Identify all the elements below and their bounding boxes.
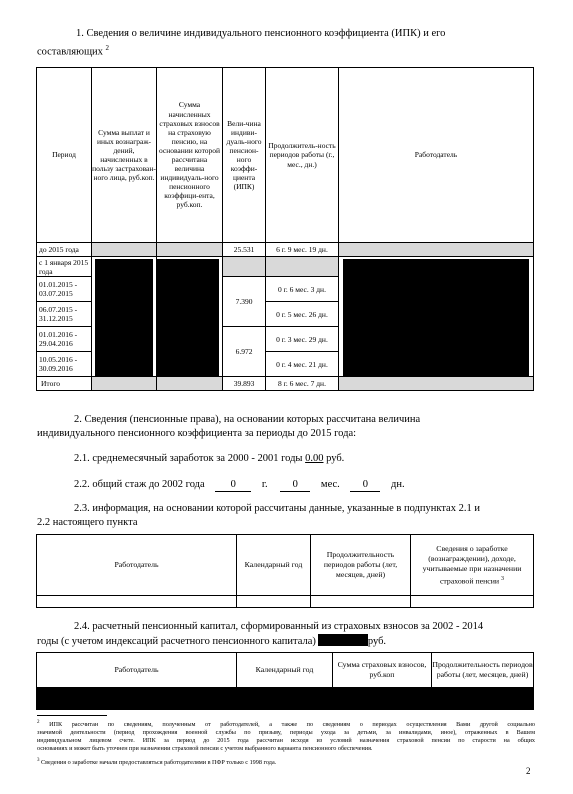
section1-heading-line1: 1. Сведения о величине индивидуального пенсионного коэффициента (ИПК) и его bbox=[76, 28, 446, 39]
item-2-4-line1: 2.4. расчетный пенсионный капитал, сформированный из страховых взносов за 2002 - 2014 bbox=[74, 621, 484, 632]
header-contributions: Сумма начисленных страховых взносов на страховую пенсию, на основании которой рассчитана величина индивидуаль-ного пенсионного коэффици-ента, руб.коп. bbox=[157, 68, 223, 243]
item-2-4 bbox=[37, 620, 535, 649]
footnote-2-sup: 2 bbox=[37, 720, 40, 725]
earnings-table-header-row bbox=[37, 535, 534, 596]
contributions-cell-grey bbox=[157, 243, 223, 257]
ipk-before-2015: 25.531 bbox=[223, 243, 266, 257]
period-before-2015: до 2015 года bbox=[37, 243, 92, 257]
capital-header-duration: Продолжительность периодов работы (лет, месяцев, дней) bbox=[432, 653, 534, 688]
earnings-table bbox=[36, 534, 534, 608]
redaction-block bbox=[432, 688, 534, 710]
duration-2: 0 г. 5 мес. 26 дн. bbox=[266, 302, 339, 327]
contributions-redacted-cell bbox=[157, 257, 223, 377]
ipk-2015: 7.390 bbox=[223, 277, 266, 327]
section2-heading-line2: индивидуального пенсионного коэффициента за периоды до 2015 года: bbox=[37, 428, 357, 439]
footnote-3-text: Сведения о заработке начали предоставляться работодателями в ПФР только с 1998 года. bbox=[41, 759, 277, 767]
redaction-block bbox=[95, 259, 153, 376]
item-2-3-line1: 2.3. информация, на основании которой рассчитаны данные, указанные в подпунктах 2.1 и bbox=[74, 503, 480, 514]
header-payments: Сумма выплат и иных вознаграж-дений, начисленных в пользу застрахован-ного лица, руб.коп. bbox=[92, 68, 157, 243]
section2-heading-line1: 2. Сведения (пенсионные права), на основании которых рассчитана величина bbox=[74, 414, 421, 425]
capital-table-header-row bbox=[37, 653, 534, 688]
duration-1: 0 г. 6 мес. 3 дн. bbox=[266, 277, 339, 302]
duration-before-2015: 6 г. 9 мес. 19 дн. bbox=[266, 243, 339, 257]
footnote-2-line2: значимой деятельности (период прохождения военной службы по призыву, периоды ухода за детьми, за инвалидами, иное), отраженных в Вашем bbox=[37, 729, 535, 737]
item-2-2-days: 0 bbox=[350, 478, 380, 492]
footnote-3-sup: 3 bbox=[37, 758, 40, 763]
earnings-cell bbox=[237, 596, 311, 608]
item-2-2-years: 0 bbox=[215, 478, 251, 492]
redaction-block bbox=[333, 688, 432, 710]
period-1: 01.01.2015 - 03.07.2015 bbox=[37, 277, 92, 302]
earnings-header-text: Сведения о заработке (вознаграждении), доходе, учитываемые при назначении страховой пенсии bbox=[422, 543, 522, 586]
redaction-block bbox=[237, 688, 333, 710]
header-ipk: Вели-чина индиви-дуаль-ного пенсион-ного коэффи-циента (ИПК) bbox=[223, 68, 266, 243]
section1-heading bbox=[37, 27, 535, 60]
earnings-cell bbox=[311, 596, 411, 608]
footnote-2-line3: индивидуальном лицевом счете. ИПК за период до 2015 года рассчитан исходя из условий назначения страховой пенсии по старости на общих bbox=[37, 737, 535, 745]
capital-header-year: Календарный год bbox=[237, 653, 333, 688]
item-2-1-unit: руб. bbox=[326, 453, 345, 464]
section1-heading-line2: составляющих bbox=[37, 46, 103, 58]
total-label: Итого bbox=[37, 377, 92, 391]
ipk-total: 39.893 bbox=[223, 377, 266, 391]
ipk-2016: 6.972 bbox=[223, 327, 266, 377]
header-duration: Продолжитель-ность периодов работы (г., мес., дн.) bbox=[266, 68, 339, 243]
pension-capital-table bbox=[36, 652, 534, 710]
item-2-2-months: 0 bbox=[280, 478, 310, 492]
footnote-2-line4: основаниях и может быть уточнен при назначении страховой пенсии с учетом выбранного варианта пенсионного обеспечения. bbox=[37, 745, 373, 753]
period-from-2015: с 1 января 2015 года bbox=[37, 257, 92, 277]
payments-cell-grey bbox=[92, 377, 157, 391]
page-number: 2 bbox=[526, 766, 531, 776]
earnings-cell bbox=[37, 596, 237, 608]
row-before-2015 bbox=[37, 243, 534, 257]
duration-cell-grey bbox=[266, 257, 339, 277]
duration-total: 8 г. 6 мес. 7 дн. bbox=[266, 377, 339, 391]
contributions-cell-grey bbox=[157, 377, 223, 391]
item-2-1 bbox=[74, 452, 344, 466]
duration-4: 0 г. 4 мес. 21 дн. bbox=[266, 352, 339, 377]
footnote-3 bbox=[37, 757, 535, 767]
footnote-separator bbox=[37, 715, 107, 716]
header-employer: Работодатель bbox=[339, 68, 534, 243]
header-period: Период bbox=[37, 68, 92, 243]
ipk-table bbox=[36, 67, 534, 391]
earnings-table-empty-row bbox=[37, 596, 534, 608]
item-2-1-text: 2.1. среднемесячный заработок за 2000 - 2001 годы bbox=[74, 453, 303, 464]
employer-cell-grey bbox=[339, 377, 534, 391]
payments-redacted-cell bbox=[92, 257, 157, 377]
redaction-block bbox=[157, 259, 219, 376]
capital-header-employer: Работодатель bbox=[37, 653, 237, 688]
item-2-3 bbox=[37, 502, 535, 530]
item-2-2 bbox=[74, 478, 405, 492]
section1-footnote-ref: 2 bbox=[105, 44, 110, 52]
duration-3: 0 г. 3 мес. 29 дн. bbox=[266, 327, 339, 352]
period-2: 06.07.2015 - 31.12.2015 bbox=[37, 302, 92, 327]
earnings-header-employer: Работодатель bbox=[37, 535, 237, 596]
item-2-1-value: 0.00 bbox=[305, 453, 324, 464]
item-2-2-months-unit: мес. bbox=[320, 479, 340, 490]
employer-cell-grey bbox=[339, 243, 534, 257]
earnings-cell bbox=[411, 596, 534, 608]
section2-heading bbox=[37, 413, 535, 441]
period-3: 01.01.2016 - 29.04.2016 bbox=[37, 327, 92, 352]
period-4: 10.05.2016 - 30.09.2016 bbox=[37, 352, 92, 377]
employer-redacted-cell bbox=[339, 257, 534, 377]
earnings-header-earnings bbox=[411, 535, 534, 596]
item-2-4-line2: годы (с учетом индексаций расчетного пенсионного капитала) bbox=[37, 636, 316, 647]
payments-cell-grey bbox=[92, 243, 157, 257]
item-2-2-days-unit: дн. bbox=[391, 479, 405, 490]
capital-header-contributions: Сумма страховых взносов, руб.коп bbox=[333, 653, 432, 688]
ipk-table-header-row bbox=[37, 68, 534, 243]
row-from-2015 bbox=[37, 257, 534, 277]
earnings-footnote-ref: 3 bbox=[501, 575, 505, 582]
capital-table-redacted-row bbox=[37, 688, 534, 710]
earnings-header-year: Календарный год bbox=[237, 535, 311, 596]
footnote-2 bbox=[37, 719, 535, 753]
item-2-3-line2: 2.2 настоящего пункта bbox=[37, 517, 138, 528]
footnote-2-line1: ИПК рассчитан по сведениям, полученным от работодателей, а также по сведениям о периодах осуществления Вами другой социально bbox=[49, 721, 536, 729]
item-2-4-unit: руб. bbox=[367, 636, 387, 647]
item-2-2-years-unit: г. bbox=[261, 479, 268, 490]
earnings-header-duration: Продолжительность периодов работы (лет, месяцев, дней) bbox=[311, 535, 411, 596]
row-total bbox=[37, 377, 534, 391]
item-2-2-text: 2.2. общий стаж до 2002 года bbox=[74, 479, 205, 490]
ipk-cell-grey bbox=[223, 257, 266, 277]
redaction-block bbox=[343, 259, 529, 376]
redaction-block bbox=[37, 688, 237, 710]
capital-redacted-value bbox=[318, 634, 368, 646]
